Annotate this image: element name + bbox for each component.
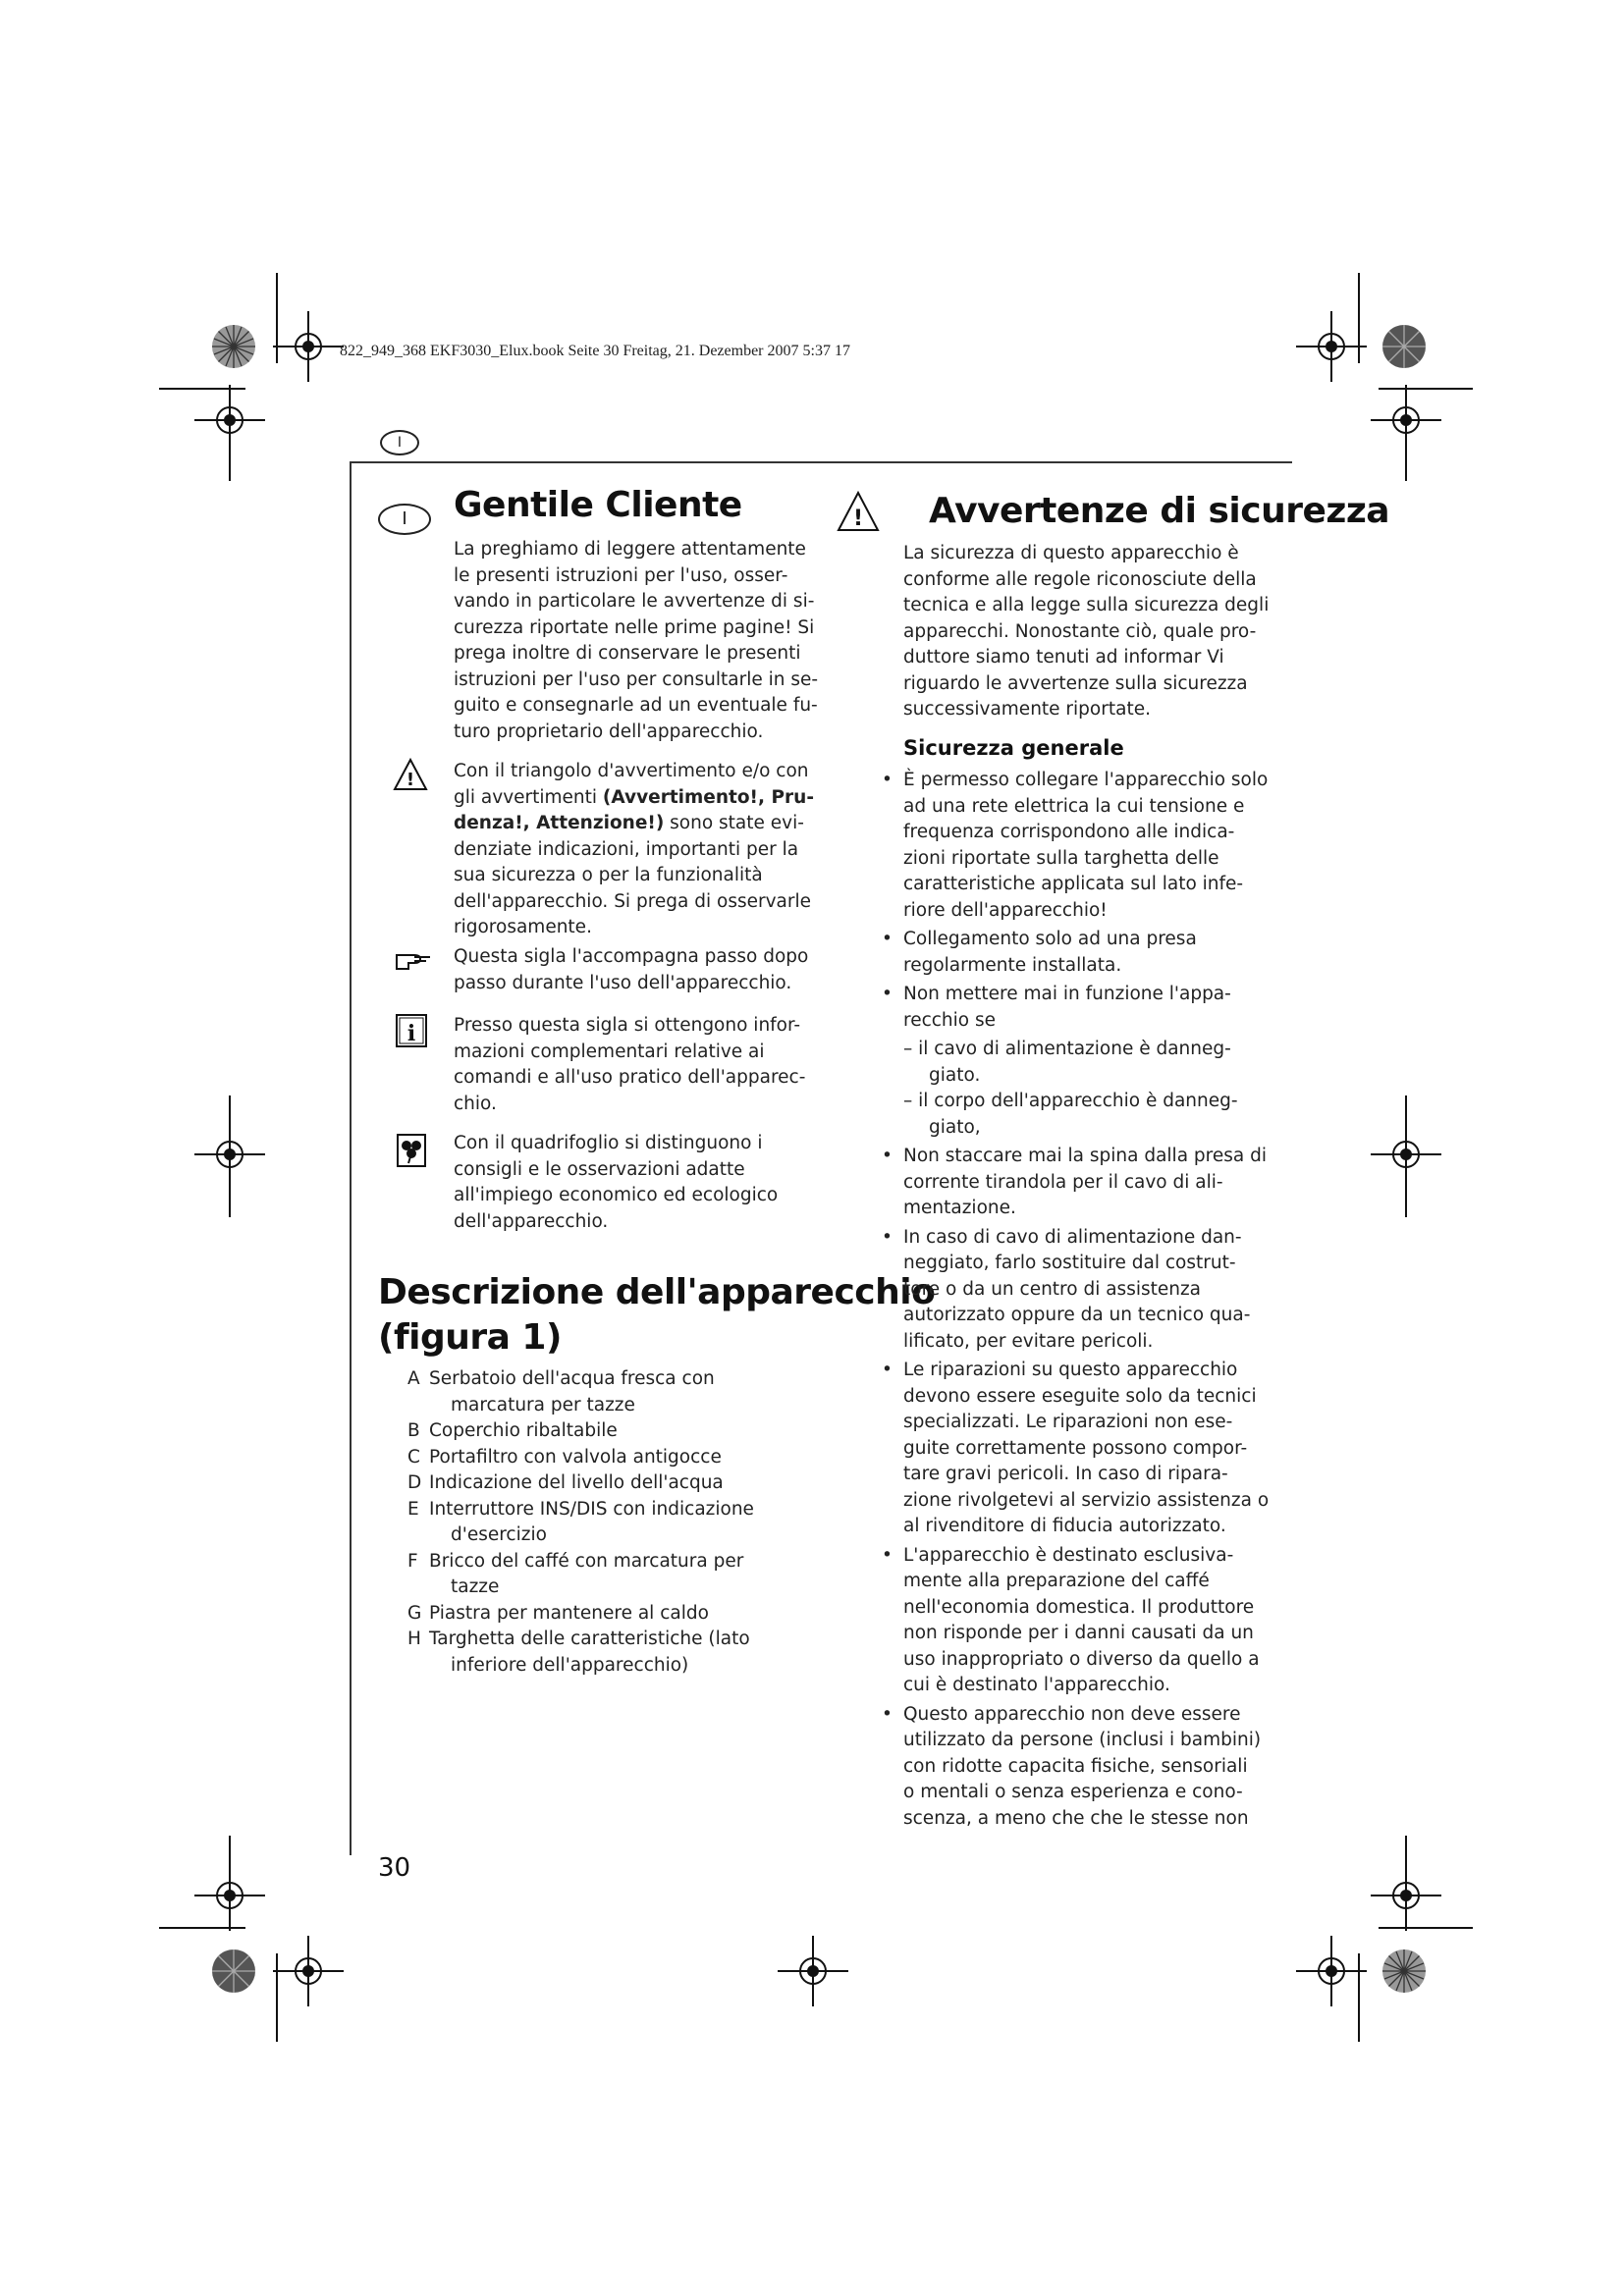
text-line: zione rivolgetevi al servizio assistenza o	[903, 1489, 1270, 1511]
bullet-dot-icon: •	[882, 1226, 893, 1248]
legend-text: Portafiltro con valvola antigocce	[429, 1446, 722, 1468]
text-line: istruzioni per l'uso per consultarle in se-	[454, 668, 819, 690]
legend-text: inferiore dell'apparecchio)	[451, 1654, 689, 1676]
step-note	[454, 944, 808, 996]
legend-text: tazze	[451, 1576, 500, 1597]
text-line: prega inoltre di conservare le presenti	[454, 643, 801, 664]
emphasis: denza!, Attenzione!)	[454, 813, 665, 833]
text-line: apparecchi. Nonostante ciò, quale pro-	[903, 620, 1257, 642]
text-line: corrente tirandola per il cavo di ali-	[903, 1171, 1223, 1193]
text-line: riore dell'apparecchio!	[903, 899, 1108, 921]
text-line: In caso di cavo di alimentazione dan-	[903, 1226, 1242, 1248]
page-number: 30	[378, 1853, 411, 1883]
language-badge: I	[380, 430, 419, 455]
text-line: frequenza corrispondono alle indica-	[903, 822, 1235, 842]
text-line: Collegamento solo ad una presa	[903, 929, 1197, 949]
legend-item	[407, 1497, 839, 1549]
text-line: cui è destinato l'apparecchio.	[903, 1675, 1170, 1695]
safety-bullet	[880, 1358, 1292, 1540]
cloverleaf-icon	[397, 1134, 426, 1167]
info-note	[454, 1013, 805, 1117]
text-line: con ridotte capacita fisiche, sensoriali	[903, 1755, 1248, 1777]
text-line: È permesso collegare l'apparecchio solo	[903, 770, 1269, 790]
text-line: autorizzato oppure da un tecnico qua-	[903, 1305, 1251, 1325]
text-line: Con il triangolo d'avvertimento e/o con	[454, 761, 809, 781]
safety-bullet	[880, 1225, 1292, 1356]
text-line: dell'apparecchio.	[454, 1210, 609, 1232]
text-line: Con il quadrifoglio si distinguono i	[454, 1133, 763, 1153]
text-line: denza!, Attenzione!) sono state evi-	[454, 813, 804, 833]
safety-bullet	[880, 1543, 1292, 1699]
text-line: Questo apparecchio non deve essere	[903, 1703, 1241, 1725]
right-title: Avvertenze di sicurezza	[929, 491, 1390, 531]
text-line: lificato, per evitare pericoli.	[903, 1330, 1154, 1352]
safety-sub-item	[880, 1089, 1292, 1141]
page-frame-left	[350, 461, 352, 1855]
bullet-dot-icon: •	[882, 1360, 893, 1380]
description-title-line-1: Descrizione dell'apparecchio	[378, 1272, 936, 1312]
text-line: caratteristiche applicata sul lato infe-	[903, 874, 1244, 894]
text-line: passo durante l'uso dell'apparecchio.	[454, 972, 792, 993]
legend-text: Indicazione del livello dell'acqua	[429, 1472, 724, 1493]
legend-item	[407, 1601, 839, 1628]
text-line: denziate indicazioni, importanti per la	[454, 838, 799, 860]
bullet-dot-icon: •	[882, 1146, 893, 1166]
text-line: all'impiego economico ed ecologico	[454, 1185, 779, 1205]
bullet-dot-icon: •	[882, 770, 893, 790]
warning-triangle-icon	[393, 758, 428, 791]
safety-bullet-list	[880, 768, 1292, 1835]
text-line: al rivenditore di fiducia autorizzato.	[903, 1516, 1226, 1536]
bullet-dot-icon: •	[882, 1544, 893, 1566]
description-title-line-2: (figura 1)	[378, 1317, 562, 1358]
text-line: comandi e all'uso pratico dell'apparec-	[454, 1067, 806, 1088]
legend-key: H	[407, 1629, 421, 1649]
bullet-dot-icon: •	[882, 984, 893, 1004]
text-line: Questa sigla l'accompagna passo dopo	[454, 946, 809, 967]
legend-key: C	[407, 1446, 420, 1468]
bullet-dot-icon: •	[882, 929, 893, 949]
legend-key: B	[407, 1420, 420, 1441]
text-line: riguardo le avvertenze sulla sicurezza	[903, 672, 1248, 694]
legend-text: marcatura per tazze	[451, 1394, 635, 1415]
text-line: guite correttamente possono compor-	[903, 1437, 1248, 1459]
text-line: mente alla preparazione del caffé	[903, 1571, 1210, 1591]
text-line: non risponde per i danni causati da un	[903, 1623, 1254, 1643]
legend-key: E	[407, 1498, 419, 1520]
emphasis: (Avvertimento!, Pru-	[602, 786, 814, 808]
text-line: turo proprietario dell'apparecchio.	[454, 721, 764, 742]
safety-bullet	[880, 927, 1292, 979]
text-line: vando in particolare le avvertenze di si-	[454, 591, 815, 612]
legend-key: F	[407, 1550, 418, 1572]
text-line: chio.	[454, 1093, 497, 1114]
text-line: guito e consegnarle ad un eventuale fu-	[454, 695, 818, 716]
page-frame-top	[350, 461, 1292, 463]
text-line: tare gravi pericoli. In caso di ripara-	[903, 1464, 1228, 1484]
text-line: le presenti istruzioni per l'uso, osser-	[454, 564, 788, 586]
text-line: scenza, a meno che che le stesse non	[903, 1807, 1249, 1829]
text-line: neggiato, farlo sostituire dal costrut-	[903, 1253, 1236, 1273]
text-line: ad una rete elettrica la cui tensione e	[903, 795, 1245, 817]
info-icon	[396, 1014, 427, 1047]
general-safety-subtitle: Sicurezza generale	[903, 736, 1124, 760]
safety-warning-triangle-icon	[837, 491, 880, 532]
text-line: rigorosamente.	[454, 917, 592, 937]
safety-bullet	[880, 768, 1292, 924]
text-line: utilizzato da persone (inclusi i bambini)	[903, 1730, 1262, 1750]
text-line: La preghiamo di leggere attentamente	[454, 539, 806, 560]
legend-item	[407, 1366, 839, 1418]
text-line: Le riparazioni su questo apparecchio	[903, 1360, 1238, 1380]
text-line: regolarmente installata.	[903, 954, 1122, 976]
right-intro-paragraph	[903, 541, 1269, 723]
text-line: Non mettere mai in funzione l'appa-	[903, 984, 1231, 1004]
safety-bullet	[880, 1702, 1292, 1833]
slug-line: 822_949_368 EKF3030_Elux.book Seite 30 Freitag, 21. Dezember 2007 5:37 17	[340, 343, 850, 359]
legend-item	[407, 1445, 839, 1471]
legend-text: Piastra per mantenere al caldo	[429, 1602, 709, 1624]
text-line: sua sicurezza o per la funzionalità	[454, 865, 763, 885]
bullet-dot-icon: •	[882, 1703, 893, 1725]
legend-item	[407, 1627, 839, 1679]
safety-bullet	[880, 1144, 1292, 1222]
safety-sub-item	[880, 1037, 1292, 1089]
safety-bullet	[880, 982, 1292, 1034]
pointing-hand-icon	[395, 947, 432, 971]
text-line: mentazione.	[903, 1198, 1016, 1218]
text-line: gli avvertimenti (Avvertimento!, Pru-	[454, 786, 814, 808]
legend-key: G	[407, 1602, 422, 1624]
text-line: successivamente riportate.	[903, 699, 1151, 720]
legend-text: Interruttore INS/DIS con indicazione	[429, 1498, 754, 1520]
legend-item	[407, 1549, 839, 1601]
text-line: – il corpo dell'apparecchio è danneg-	[903, 1091, 1238, 1111]
text-line: curezza riportate nelle prime pagine! Si	[454, 616, 815, 638]
text-line: Non staccare mai la spina dalla presa di	[903, 1146, 1267, 1166]
text-line: consigli e le osservazioni adatte	[454, 1158, 745, 1180]
text-line: uso inappropriato o diverso da quello a	[903, 1648, 1260, 1670]
svg-text:!: !	[852, 507, 864, 531]
left-intro-paragraph	[454, 537, 818, 745]
text-line: o mentali o senza esperienza e cono-	[903, 1782, 1243, 1802]
text-line: La sicurezza di questo apparecchio è	[903, 543, 1239, 563]
warning-note	[454, 759, 814, 941]
text-line: specializzati. Le riparazioni non ese-	[903, 1412, 1233, 1432]
text-line: Presso questa sigla si ottengono infor-	[454, 1015, 801, 1036]
text-line: giato,	[929, 1116, 981, 1138]
text-line: dell'apparecchio. Si prega di osservarle	[454, 890, 812, 912]
svg-text:i: i	[406, 1021, 416, 1046]
text-line: recchio se	[903, 1009, 997, 1031]
svg-text:!: !	[406, 770, 415, 790]
legend-text: Bricco del caffé con marcatura per	[429, 1550, 744, 1572]
legend-text: Targhetta delle caratteristiche (lato	[429, 1629, 750, 1649]
legend-text: d'esercizio	[451, 1524, 547, 1545]
text-line: L'apparecchio è destinato esclusiva-	[903, 1544, 1234, 1566]
text-line: duttore siamo tenuti ad informar Vi	[903, 647, 1224, 667]
left-title: Gentile Cliente	[454, 485, 742, 525]
appliance-legend	[407, 1366, 839, 1679]
text-line: mazioni complementari relative ai	[454, 1041, 765, 1062]
text-line: tecnica e alla legge sulla sicurezza degli	[903, 595, 1270, 615]
text-line: zioni riportate sulla targhetta delle	[903, 847, 1219, 869]
legend-text: Serbatoio dell'acqua fresca con	[429, 1368, 715, 1389]
eco-note	[454, 1131, 778, 1235]
text-line: conforme alle regole riconosciute della	[903, 568, 1257, 590]
text-line: devono essere eseguite solo da tecnici	[903, 1385, 1257, 1407]
legend-key: A	[407, 1368, 420, 1389]
legend-key: D	[407, 1472, 422, 1493]
text-line: – il cavo di alimentazione è danneg-	[903, 1039, 1231, 1059]
title-badge: I	[378, 504, 431, 535]
legend-item	[407, 1470, 839, 1497]
text-line: tore o da un centro di assistenza	[903, 1278, 1202, 1300]
text-line: giato.	[929, 1064, 981, 1086]
legend-text: Coperchio ribaltabile	[429, 1420, 618, 1441]
text-line: nell'economia domestica. Il produttore	[903, 1596, 1255, 1618]
description-title	[378, 1270, 935, 1361]
legend-item	[407, 1418, 839, 1445]
